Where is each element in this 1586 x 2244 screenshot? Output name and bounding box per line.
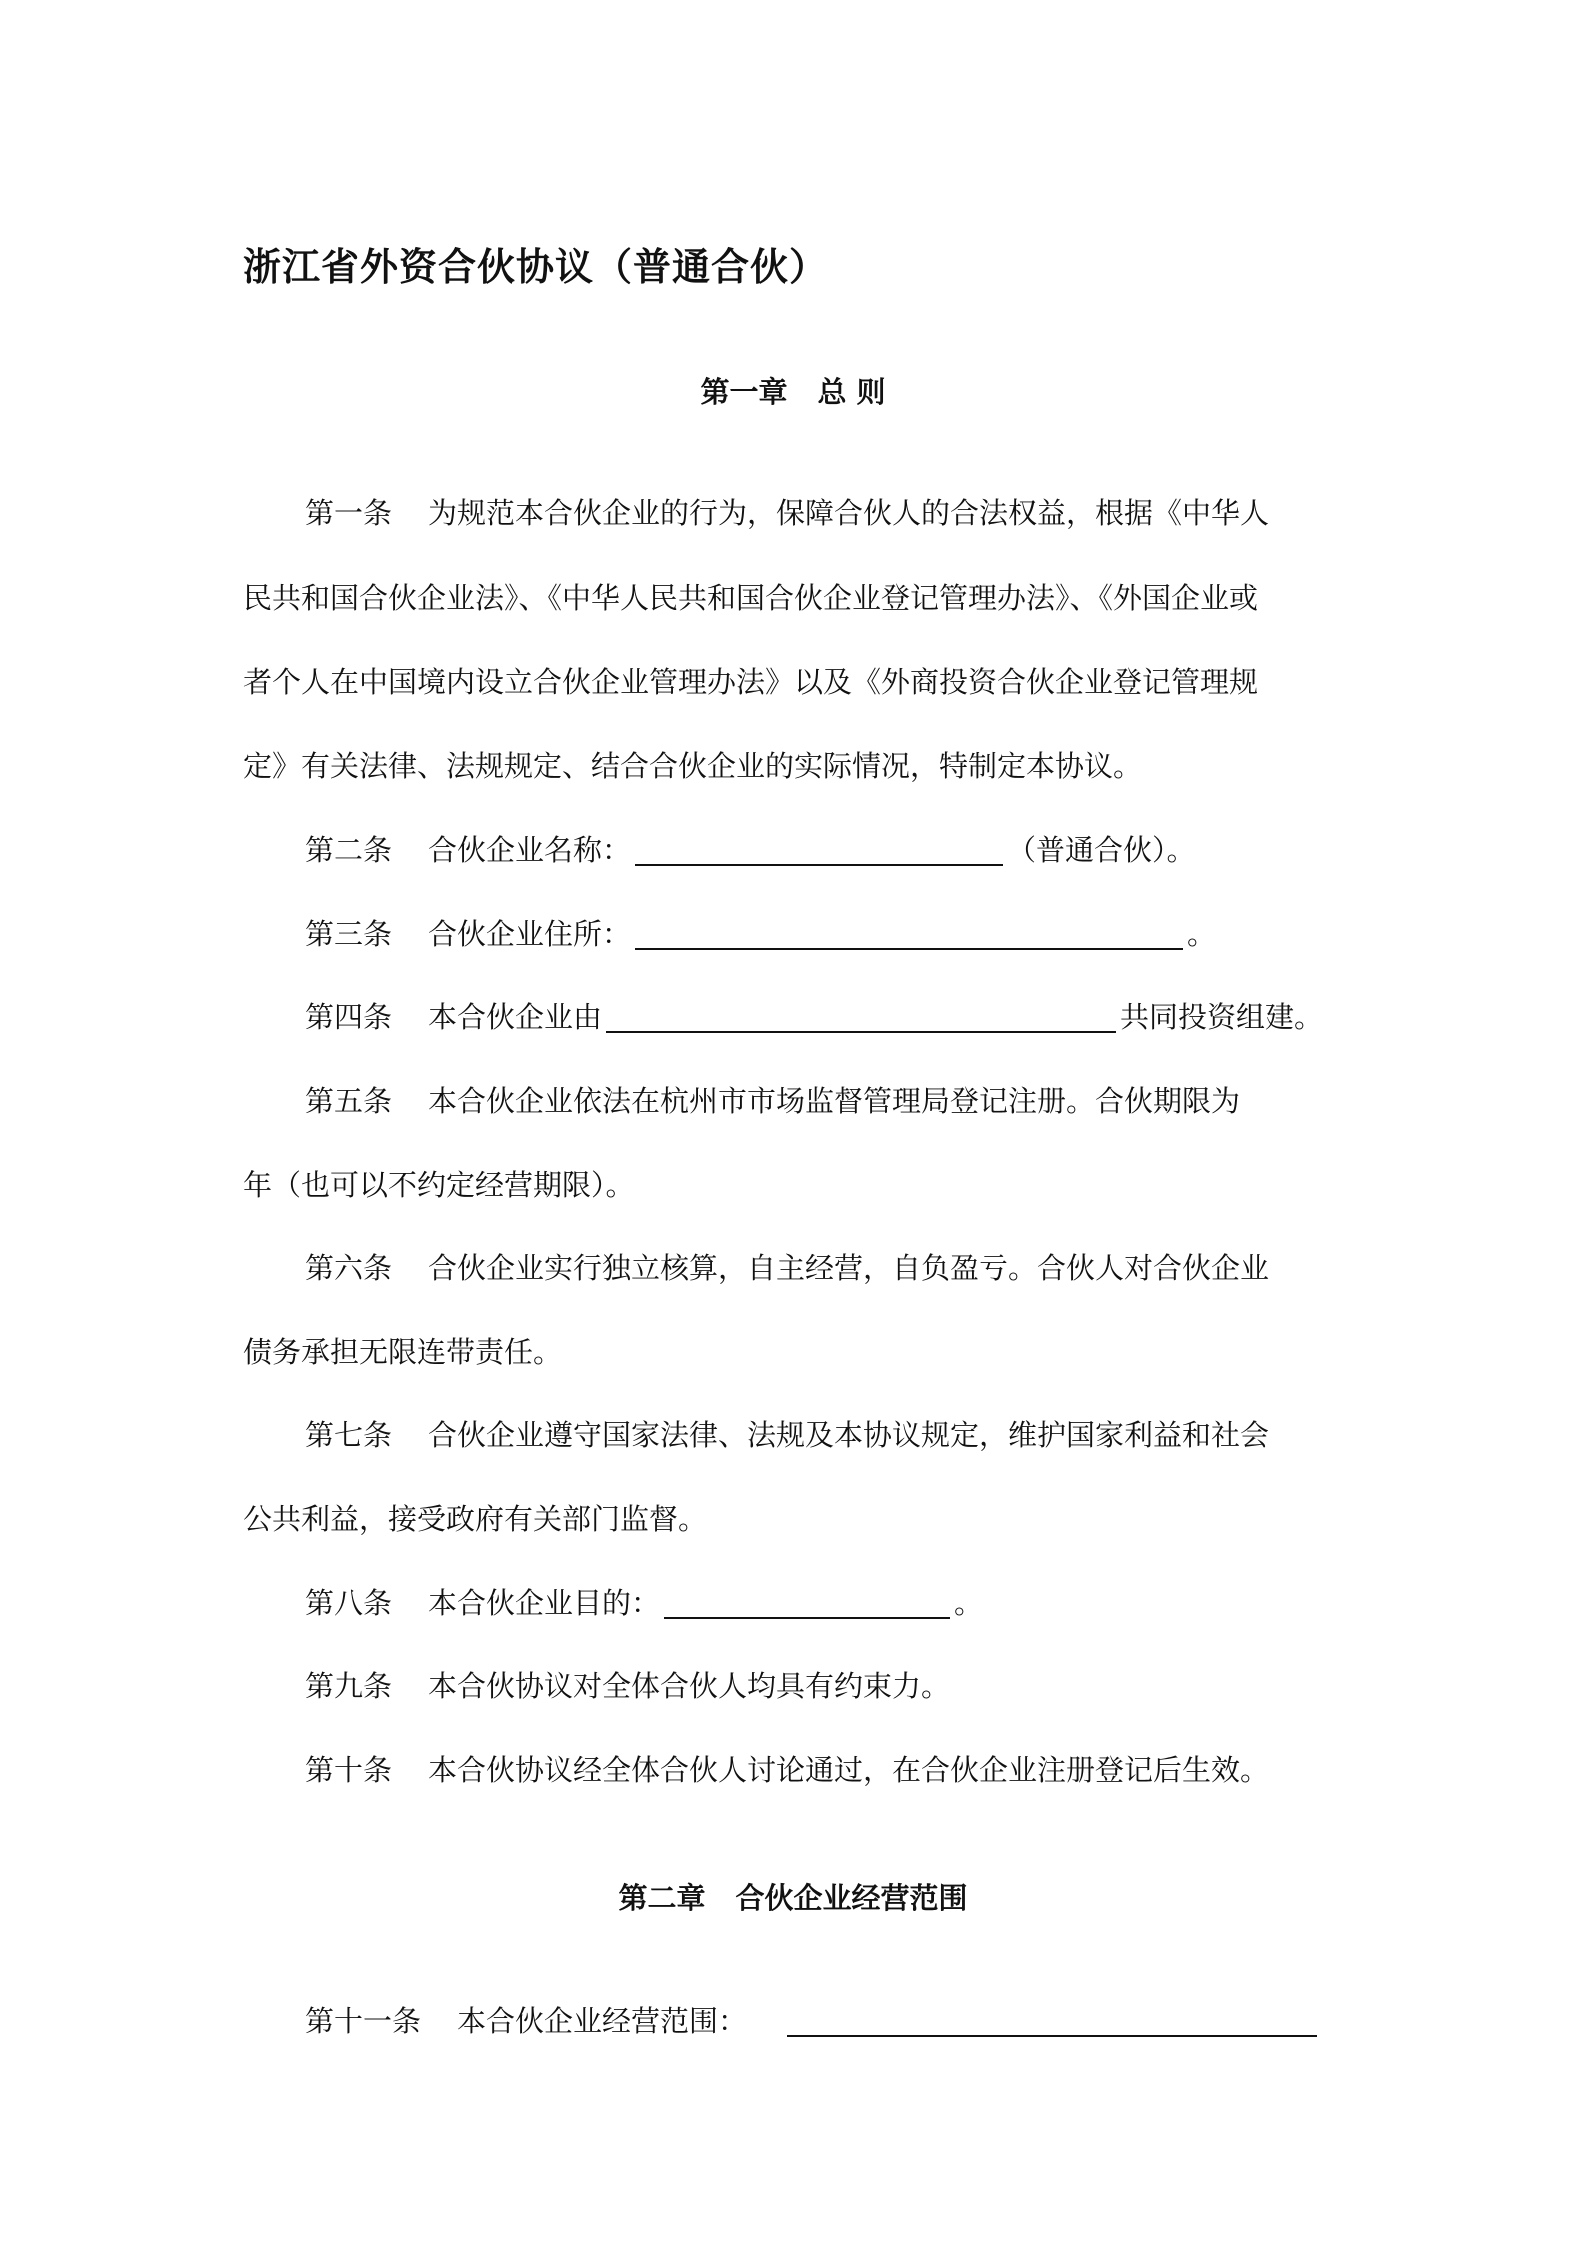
article-5-line-1: 第五条 本合伙企业依法在杭州市市场监督管理局登记注册。合伙期限为: [305, 1081, 1240, 1121]
article-number: 第八条: [305, 1586, 393, 1620]
partners-blank[interactable]: [606, 999, 1116, 1033]
chapter-2-heading: [0, 1876, 1586, 1917]
chapter-1-heading: [0, 370, 1586, 411]
article-11: 第十一条 本合伙企业经营范围：: [305, 2001, 1321, 2041]
article-9: 第九条 本合伙协议对全体合伙人均具有约束力。: [305, 1666, 950, 1706]
article-5-line-2: 年（也可以不约定经营期限）。: [243, 1168, 635, 1202]
article-7-line-2: 公共利益，接受政府有关部门监督。: [243, 1502, 708, 1536]
chapter-number: 第一章: [700, 375, 788, 409]
article-number: 第三条: [305, 917, 393, 951]
article-6-line-1: 第六条 合伙企业实行独立核算，自主经营，自负盈亏。合伙人对合伙企业: [305, 1248, 1269, 1288]
chapter-name: 合伙企业经营范围: [735, 1881, 968, 1915]
article-1-line-4: 定》有关法律、法规规定、结合合伙企业的实际情况，特制定本协议。: [243, 749, 1143, 783]
article-2: 第二条 合伙企业名称： （普通合伙）。: [305, 830, 1196, 870]
article-1-line-1: 第一条 为规范本合伙企业的行为，保障合伙人的合法权益，根据《中华人: [305, 493, 1269, 533]
article-number: 第一条: [305, 496, 393, 530]
partnership-address-blank[interactable]: [635, 916, 1183, 950]
chapter-name: 总 则: [817, 375, 886, 409]
article-7-line-1: 第七条 合伙企业遵守国家法律、法规及本协议规定，维护国家利益和社会: [305, 1415, 1269, 1455]
article-1-line-2: 民共和国合伙企业法》、《中华人民共和国合伙企业登记管理办法》、《外国企业或: [243, 581, 1259, 615]
article-number: 第十条: [305, 1753, 393, 1787]
article-number: 第七条: [305, 1418, 393, 1452]
article-8: 第八条 本合伙企业目的： 。: [305, 1583, 983, 1623]
purpose-blank[interactable]: [664, 1585, 950, 1619]
business-scope-blank[interactable]: [787, 2003, 1317, 2037]
article-1-line-3: 者个人在中国境内设立合伙企业管理办法》以及《外商投资合伙企业登记管理规: [243, 665, 1259, 699]
article-10: 第十条 本合伙协议经全体合伙人讨论通过，在合伙企业注册登记后生效。: [305, 1750, 1269, 1790]
article-number: 第六条: [305, 1251, 393, 1285]
article-6-line-2: 债务承担无限连带责任。: [243, 1335, 563, 1369]
partnership-name-blank[interactable]: [635, 832, 1003, 866]
article-number: 第二条: [305, 833, 393, 867]
article-number: 第五条: [305, 1084, 393, 1118]
article-number: 第十一条: [305, 2004, 422, 2038]
document-title: 浙江省外资合伙协议（普通合伙）: [243, 245, 829, 289]
article-number: 第四条: [305, 1000, 393, 1034]
article-number: 第九条: [305, 1669, 393, 1703]
article-3: 第三条 合伙企业住所： 。: [305, 914, 1216, 954]
article-4: 第四条 本合伙企业由 共同投资组建。: [305, 997, 1323, 1037]
chapter-number: 第二章: [618, 1881, 706, 1915]
